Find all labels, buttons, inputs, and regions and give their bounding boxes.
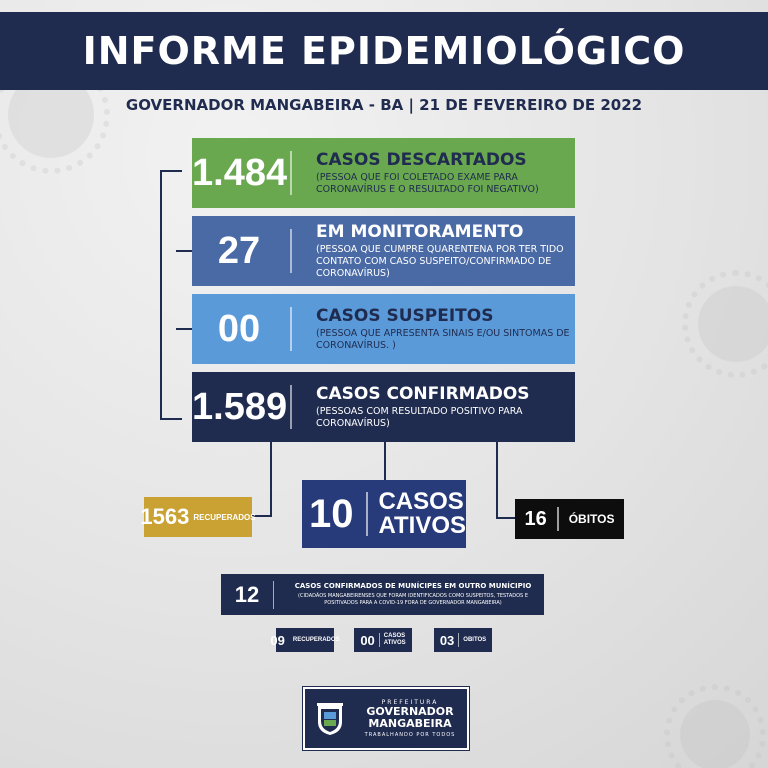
divider: [458, 633, 459, 647]
divider: [379, 633, 380, 647]
virus-decoration: [698, 286, 768, 362]
outro-ativos-value: 00: [360, 632, 375, 648]
outro-ativos-box: [354, 628, 412, 652]
divider: [366, 492, 368, 536]
outro-ativos-line2: ATIVOS: [383, 640, 406, 646]
connector-line: [496, 442, 498, 518]
ativos-label-line1: CASOS: [378, 488, 464, 515]
outro-recuperados-box: [270, 628, 340, 652]
divider: [290, 307, 292, 351]
logo-line2: GOVERNADOR: [366, 705, 454, 718]
stat-description: (PESSOA QUE FOI COLETADO EXAME PARA CORONAVÍRUS E O RESULTADO FOI NEGATIVO): [316, 172, 539, 195]
outro-obitos-value: 03: [439, 632, 455, 648]
stat-heading: CASOS DESCARTADOS: [316, 150, 527, 170]
connector-line: [384, 442, 386, 480]
obitos-box: [515, 499, 624, 539]
obitos-value: 16: [524, 507, 547, 530]
stat-description: (PESSOA QUE CUMPRE QUARENTENA POR TER TIDO CONTATO COM CASO SUSPEITO/CONFIRMADO DE CORONAVÍRUS): [316, 244, 564, 279]
outro-recuperados-label: RECUPERADOS: [292, 636, 340, 643]
stat-monitoramento: [192, 216, 575, 286]
stat-suspeitos: [192, 294, 575, 364]
stat-heading: CASOS SUSPEITOS: [316, 306, 494, 326]
stat-value: 1.589: [192, 385, 288, 428]
stat-value: 27: [217, 229, 261, 272]
title-banner: [0, 12, 768, 90]
prefeitura-logo: [303, 687, 469, 750]
recuperados-box: [140, 497, 256, 537]
ativos-value: 10: [308, 491, 354, 536]
divider: [557, 507, 559, 531]
location-date: GOVERNADOR MANGABEIRA - BA | 21 DE FEVEREIRO DE 2022: [125, 96, 643, 114]
stat-confirmados: [192, 372, 575, 442]
logo-tagline: TRABALHANDO POR TODOS: [364, 732, 456, 738]
outro-municipio-box: [221, 574, 544, 615]
divider: [273, 581, 274, 609]
connector-line: [496, 517, 515, 519]
stat-heading: CASOS CONFIRMADOS: [316, 384, 530, 404]
stat-value: 1.484: [192, 151, 288, 194]
outro-obitos-label: OBITOS: [463, 636, 487, 643]
bracket-tick: [176, 250, 192, 252]
stat-descartados: [192, 138, 575, 208]
city-crest-icon: [315, 702, 345, 736]
logo-line1: PREFEITURA: [381, 699, 439, 706]
bracket-tick: [176, 328, 192, 330]
outro-ativos-line1: CASOS: [383, 633, 406, 639]
stat-description: (PESSOA QUE APRESENTA SINAIS E/OU SINTOMAS DE CORONAVÍRUS. ): [316, 328, 570, 351]
divider: [290, 385, 292, 429]
divider: [290, 229, 292, 273]
outro-recuperados-value: 09: [270, 632, 285, 648]
connector-line: [270, 442, 272, 516]
outro-municipio-heading: CASOS CONFIRMADOS DE MUNÍCIPES EM OUTRO MUNÍCIPIO: [294, 582, 532, 590]
outro-obitos-box: [434, 628, 492, 652]
divider: [290, 151, 292, 195]
recuperados-value: 1563: [140, 504, 190, 529]
stats-bracket: [160, 170, 182, 420]
logo-line3: MANGABEIRA: [368, 717, 452, 730]
page-title: INFORME EPIDEMIOLÓGICO: [82, 29, 686, 73]
outro-municipio-description: (CIDADÃOS MANGABEIRENSES QUE FORAM IDENTIFICADOS COMO SUSPEITOS, TESTADOS E POSITIVADOS PARA A COVID-19 FORA DE GOVERNADOR MANGABEIRA): [298, 593, 528, 606]
stat-heading: EM MONITORAMENTO: [316, 222, 524, 242]
casos-ativos-box: [302, 480, 466, 548]
ativos-label-line2: ATIVOS: [378, 512, 466, 539]
obitos-label: ÓBITOS: [568, 512, 615, 526]
virus-decoration: [680, 700, 750, 768]
stat-description: (PESSOAS COM RESULTADO POSITIVO PARA CORONAVÍRUS): [316, 406, 523, 429]
recuperados-label: RECUPERADOS: [193, 512, 256, 522]
stat-value: 00: [217, 307, 261, 350]
outro-municipio-value: 12: [234, 581, 260, 607]
